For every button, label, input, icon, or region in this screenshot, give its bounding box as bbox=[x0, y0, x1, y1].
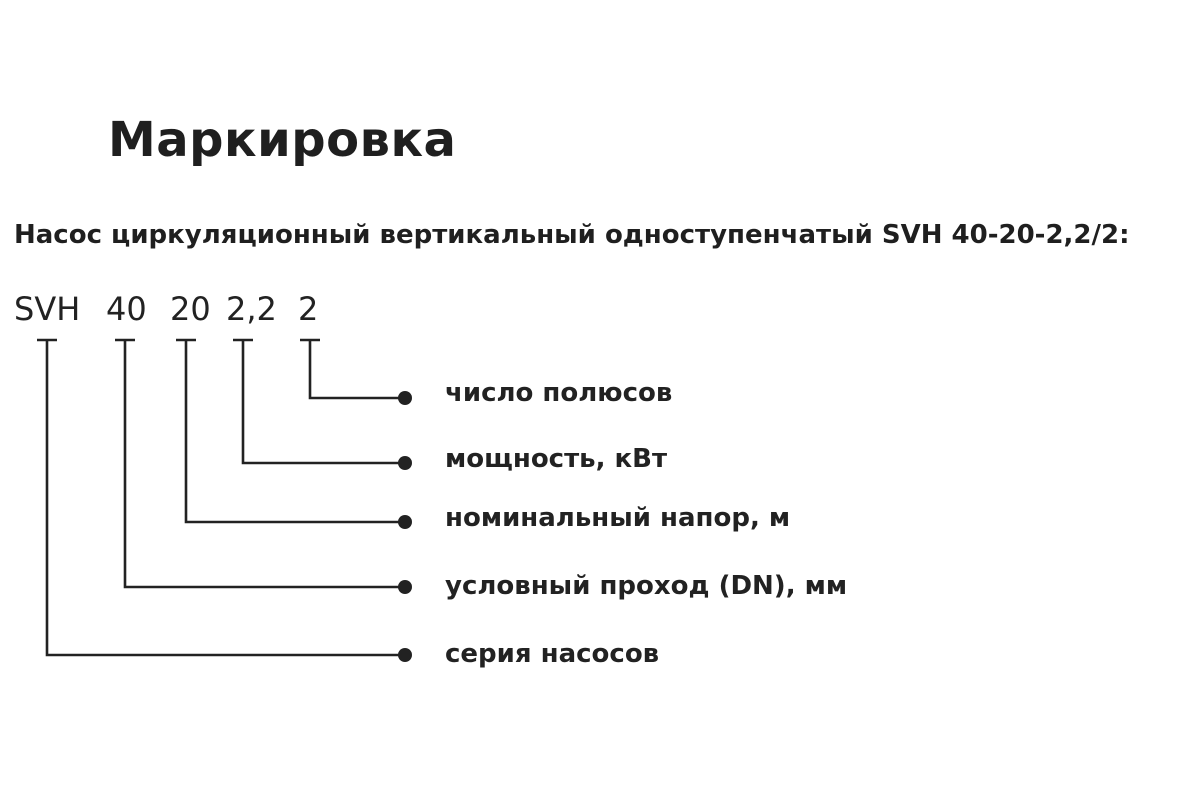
label-series: серия насосов bbox=[445, 639, 660, 669]
endpoint-dot-dn bbox=[398, 580, 412, 594]
page-title: Маркировка bbox=[108, 112, 457, 168]
endpoint-dot-head bbox=[398, 515, 412, 529]
connector-series bbox=[37, 340, 405, 655]
endpoint-dot-poles bbox=[398, 391, 412, 405]
code-part-head: 20 bbox=[170, 290, 211, 328]
connector-poles bbox=[300, 340, 405, 398]
label-power: мощность, кВт bbox=[445, 444, 668, 474]
label-dn: условный проход (DN), мм bbox=[445, 571, 848, 601]
pump-description: Насос циркуляционный вертикальный одноступенчатый SVH 40-20-2,2/2: bbox=[14, 220, 1130, 250]
endpoint-dot-power bbox=[398, 456, 412, 470]
label-poles: число полюсов bbox=[445, 378, 673, 408]
code-part-dn: 40 bbox=[106, 290, 147, 328]
connector-power bbox=[233, 340, 405, 463]
connector-head bbox=[176, 340, 405, 522]
code-part-series: SVH bbox=[14, 290, 81, 328]
code-part-power: 2,2 bbox=[226, 290, 277, 328]
code-part-poles: 2 bbox=[298, 290, 319, 328]
endpoint-dot-series bbox=[398, 648, 412, 662]
label-head: номинальный напор, м bbox=[445, 503, 791, 533]
